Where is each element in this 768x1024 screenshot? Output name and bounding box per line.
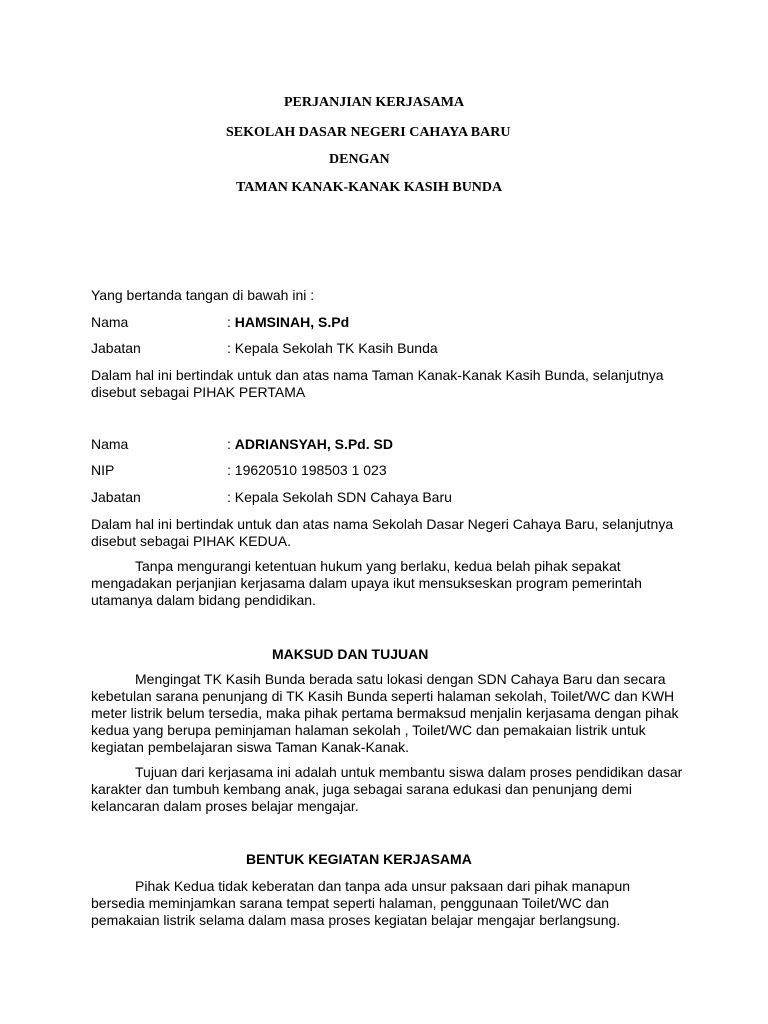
intro-text: Yang bertanda tangan di bawah ini : <box>91 287 315 303</box>
section-heading-maksud-tujuan: MAKSUD DAN TUJUAN <box>272 646 429 662</box>
party1-jabatan-value: : Kepala Sekolah TK Kasih Bunda <box>227 340 438 356</box>
party1-nama-value: : HAMSINAH, S.Pd <box>227 314 350 330</box>
agreement-paragraph: Tanpa mengurangi ketentuan hukum yang berlaku, kedua belah pihak sepakat mengadakan perjanjian kerjasama dalam upaya ikut mensukseskan program pemerintah utamanya dalam bidang pendidikan. <box>91 558 642 608</box>
doc-title-line1: PERJANJIAN KERJASAMA <box>284 95 465 110</box>
party1-jabatan-label: Jabatan <box>91 340 141 356</box>
party2-nip-value: : 19620510 198503 1 023 <box>227 462 387 478</box>
party2-statement: Dalam hal ini bertindak untuk dan atas nama Sekolah Dasar Negeri Cahaya Baru, selanjutnya disebut sebagai PIHAK KEDUA. <box>91 516 674 549</box>
doc-title-line2: SEKOLAH DASAR NEGERI CAHAYA BARU <box>226 125 511 140</box>
section1-paragraph2: Tujuan dari kerjasama ini adalah untuk membantu siswa dalam proses pendidikan dasar karakter dan tumbuh kembang anak, juga sebagai sarana edukasi dan penunjang demi kelancaran dalam proses belajar mengajar. <box>91 764 683 814</box>
section2-paragraph1: Pihak Kedua tidak keberatan dan tanpa ada unsur paksaan dari pihak manapun bersedia meminjamkan sarana tempat seperti halaman, penggunaan Toilet/WC dan pemakaian listrik selama dalam masa proses kegiatan belajar mengajar berlangsung. <box>91 878 631 928</box>
party2-jabatan-label: Jabatan <box>91 489 141 505</box>
party2-jabatan-value: : Kepala Sekolah SDN Cahaya Baru <box>227 489 452 505</box>
doc-title-line3: DENGAN <box>329 152 390 167</box>
party2-nama-value: : ADRIANSYAH, S.Pd. SD <box>227 436 393 452</box>
doc-title-line4: TAMAN KANAK-KANAK KASIH BUNDA <box>236 180 503 195</box>
party1-statement: Dalam hal ini bertindak untuk dan atas nama Taman Kanak-Kanak Kasih Bunda, selanjutnya disebut sebagai PIHAK PERTAMA <box>91 367 664 400</box>
party1-nama-label: Nama <box>91 314 129 330</box>
section1-paragraph1: Mengingat TK Kasih Bunda berada satu lokasi dengan SDN Cahaya Baru dan secara kebetulan sarana penunjang di TK Kasih Bunda seperti halaman sekolah, Toilet/WC dan KWH meter listrik belum tersedia, maka pihak pertama bermaksud menjalin kerjasama dengan pihak kedua yang berupa peminjaman halaman sekolah , Toilet/WC dan pemakaian listrik untuk kegiatan pembelajaran siswa Taman Kanak-Kanak. <box>91 671 679 755</box>
section-heading-bentuk-kegiatan: BENTUK KEGIATAN KERJASAMA <box>246 851 472 867</box>
party2-nama-label: Nama <box>91 436 129 452</box>
party2-nip-label: NIP <box>91 462 115 478</box>
